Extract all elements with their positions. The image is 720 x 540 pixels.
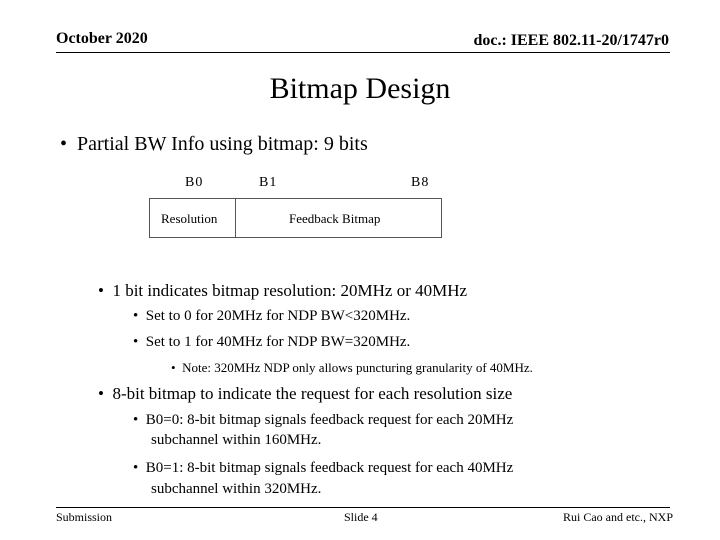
slide-title: Bitmap Design bbox=[269, 72, 451, 105]
header-rule bbox=[56, 52, 670, 53]
sub-bullet-1a bbox=[133, 308, 410, 325]
sub-bullet-2 bbox=[98, 384, 512, 404]
sub-bullet-1a-text: Set to 0 for 20MHz for NDP BW<320MHz. bbox=[145, 308, 411, 324]
footer-authors: Rui Cao and etc., NXP bbox=[563, 510, 673, 524]
bullet-main-text: Partial BW Info using bitmap: 9 bits bbox=[77, 133, 368, 155]
bullet-dot-icon: • bbox=[98, 384, 104, 403]
sub-bullet-1b-text: Set to 1 for 40MHz for NDP BW=320MHz. bbox=[145, 334, 411, 350]
sub-bullet-1b bbox=[133, 334, 410, 351]
sub-bullet-2b-line2: subchannel within 320MHz. bbox=[151, 481, 322, 497]
sub-bullet-2a-line1: B0=0: 8-bit bitmap signals feedback request for each 20MHz bbox=[145, 412, 514, 428]
footer-slide-number: Slide 4 bbox=[344, 510, 378, 524]
bullet-main bbox=[60, 133, 368, 156]
field-divider bbox=[235, 198, 236, 238]
sub-bullet-1b-note bbox=[171, 360, 533, 376]
footer-rule bbox=[56, 507, 670, 508]
header-doc-id: doc.: IEEE 802.11-20/1747r0 bbox=[473, 32, 669, 49]
sub-bullet-2b bbox=[133, 460, 513, 477]
bullet-dot-icon: • bbox=[133, 412, 139, 428]
bullet-dot-icon: • bbox=[98, 281, 104, 300]
bit-label-b1: B1 bbox=[259, 175, 278, 190]
field-feedback-bitmap: Feedback Bitmap bbox=[289, 211, 381, 226]
bit-label-b8: B8 bbox=[411, 175, 430, 190]
sub-bullet-2a bbox=[133, 412, 513, 429]
sub-bullet-2b-line1: B0=1: 8-bit bitmap signals feedback request for each 40MHz bbox=[145, 460, 514, 476]
bit-label-b0: B0 bbox=[185, 175, 204, 190]
bullet-dot-icon: • bbox=[133, 308, 139, 324]
bullet-dot-icon: • bbox=[133, 334, 139, 350]
bullet-dot-icon: • bbox=[171, 360, 176, 375]
header-date: October 2020 bbox=[56, 30, 148, 47]
bullet-dot-icon: • bbox=[60, 133, 68, 155]
sub-bullet-2-text: 8-bit bitmap to indicate the request for each resolution size bbox=[112, 384, 513, 403]
sub-bullet-2a-line2: subchannel within 160MHz. bbox=[151, 432, 322, 448]
sub-bullet-1 bbox=[98, 281, 467, 301]
sub-bullet-1b-note-text: Note: 320MHz NDP only allows puncturing granularity of 40MHz. bbox=[182, 360, 533, 375]
bullet-dot-icon: • bbox=[133, 460, 139, 476]
footer-submission: Submission bbox=[56, 510, 113, 524]
field-resolution: Resolution bbox=[161, 211, 218, 226]
sub-bullet-1-text: 1 bit indicates bitmap resolution: 20MHz or 40MHz bbox=[112, 281, 468, 300]
